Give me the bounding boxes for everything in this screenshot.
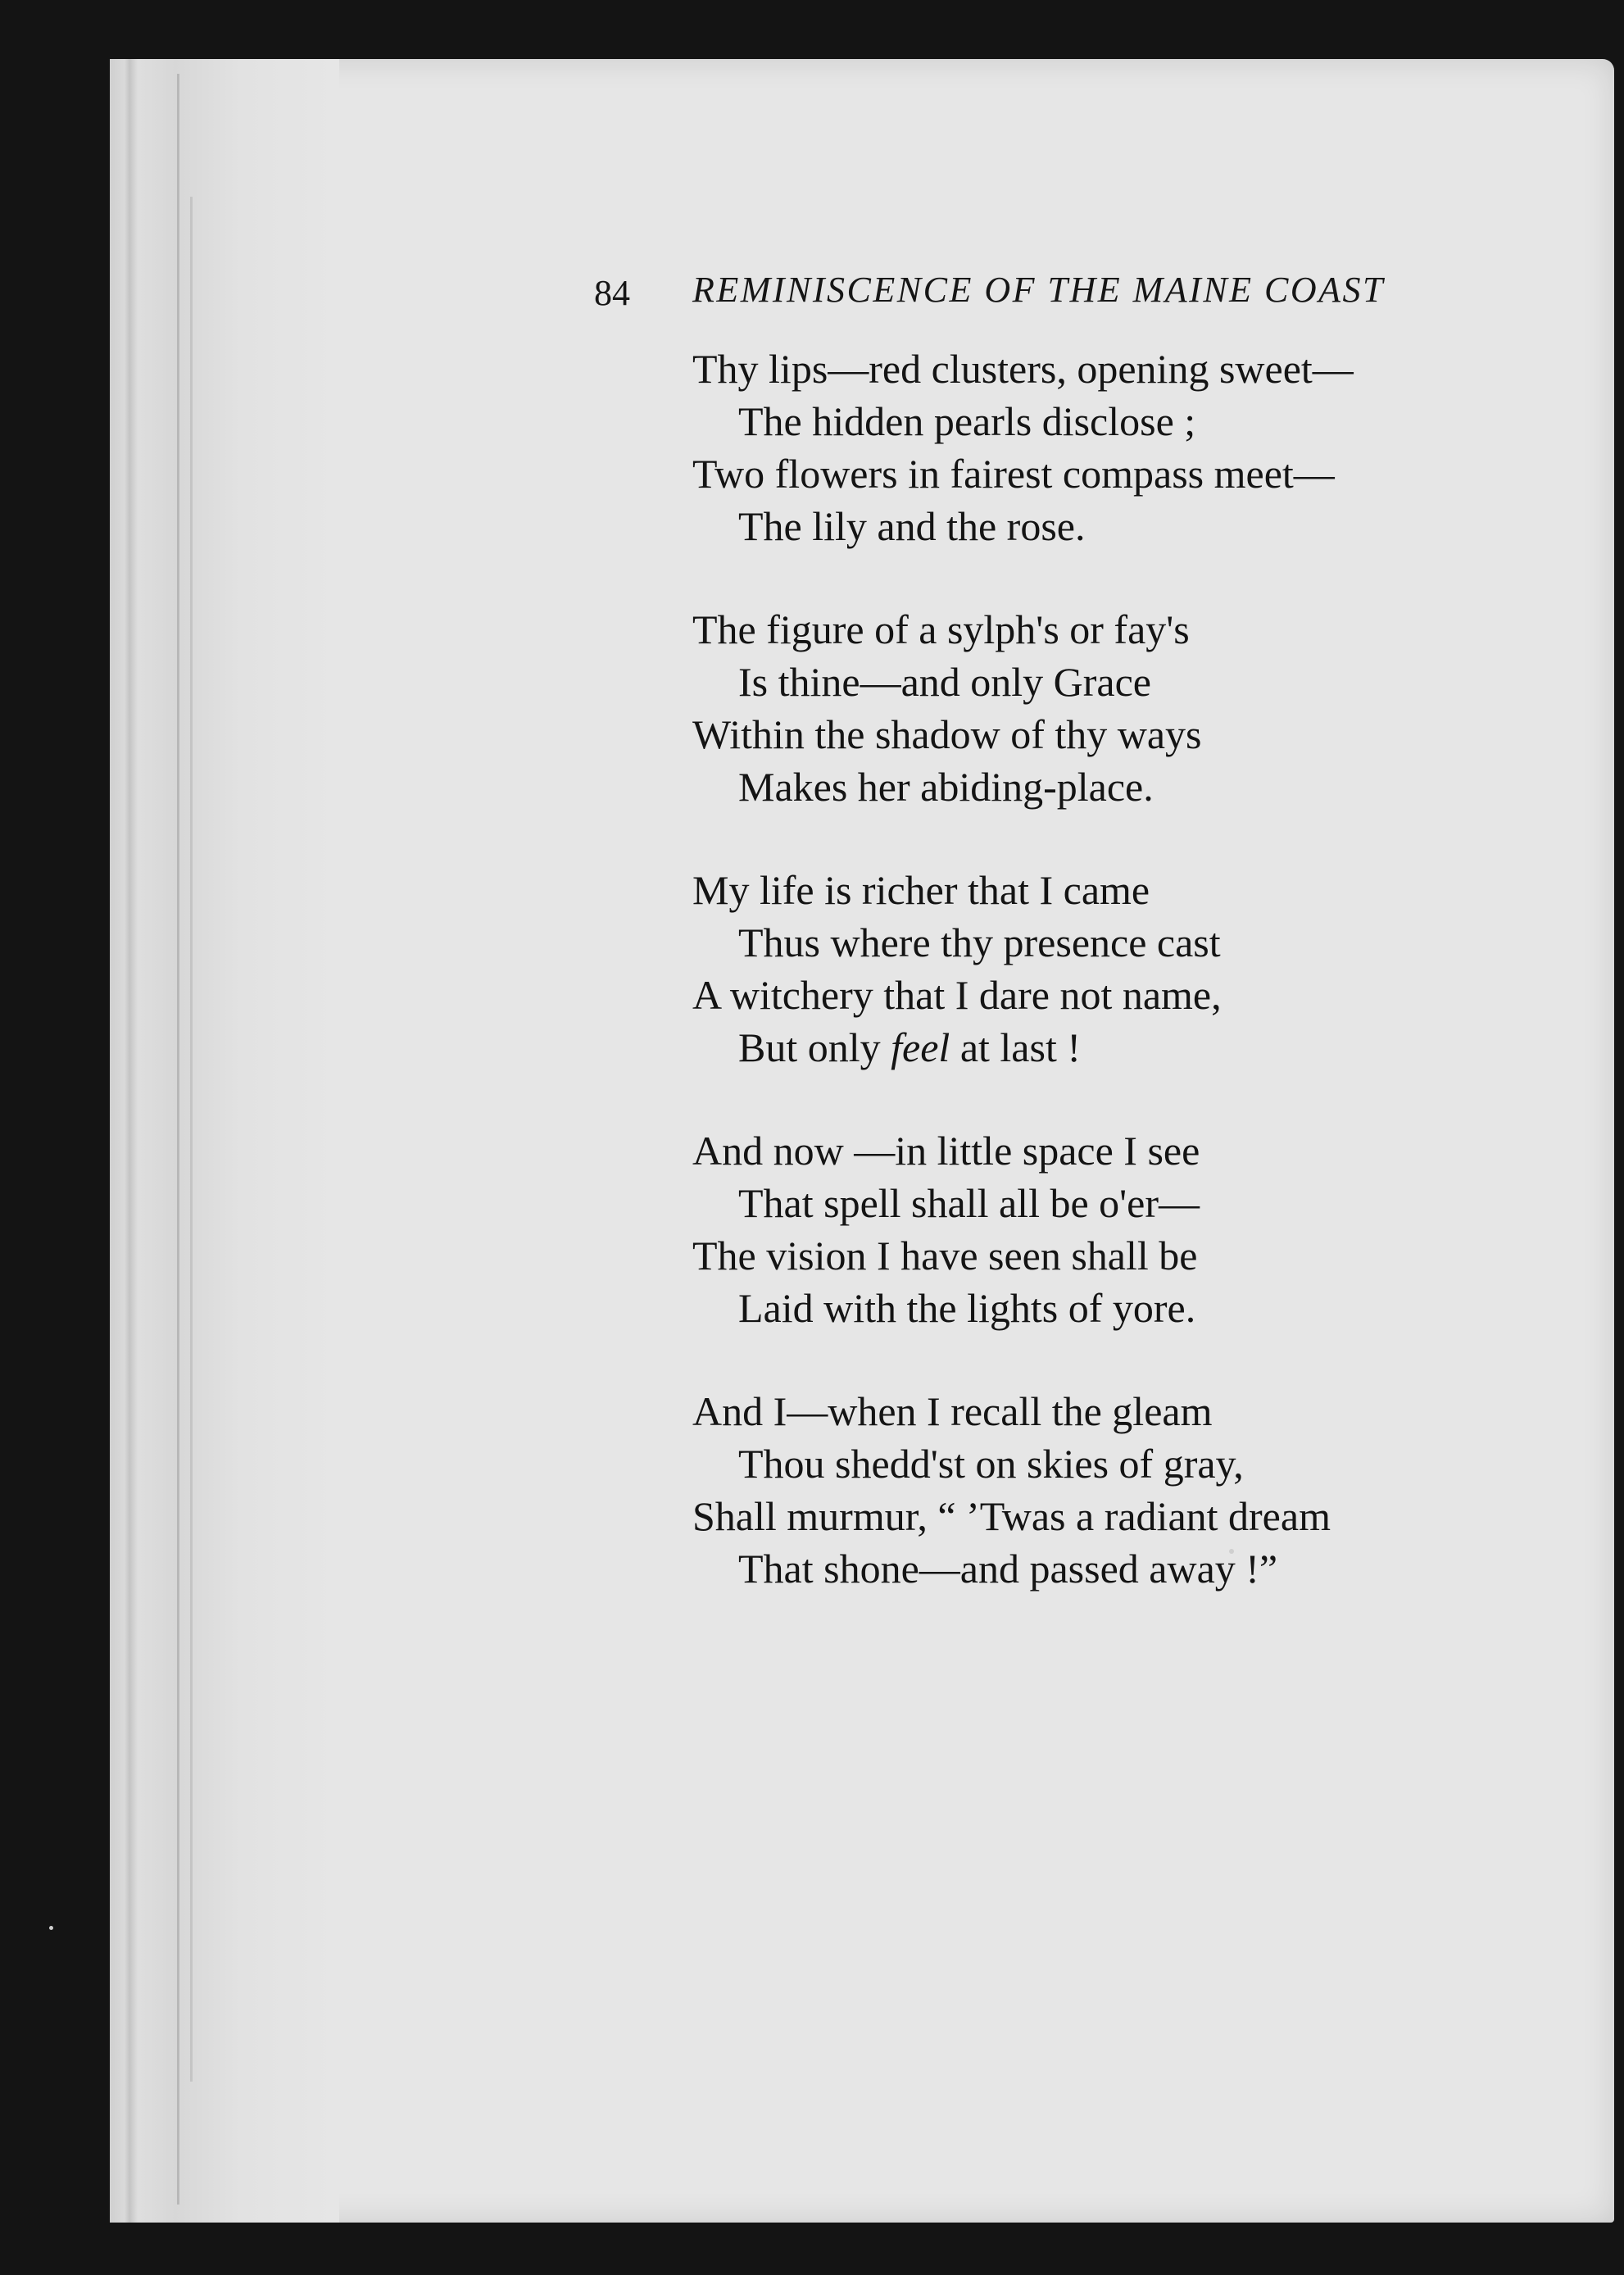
poem-line: Shall murmur, “ ’Twas a radiant dream <box>692 1493 1331 1539</box>
poem-line: Two flowers in fairest compass meet— <box>692 451 1335 497</box>
poem-line: That spell shall all be o'er— <box>738 1180 1200 1226</box>
poem-line: Thus where thy presence cast <box>738 920 1221 965</box>
poem-line: Makes her abiding-place. <box>738 764 1154 810</box>
gutter-crease <box>177 74 179 2205</box>
poem-line: My life is richer that I came <box>692 867 1150 913</box>
emphasized-word: feel <box>891 1024 950 1070</box>
poem-line <box>692 1021 1602 1074</box>
page-speck <box>49 1926 53 1930</box>
poem-line: The lily and the rose. <box>738 503 1086 549</box>
stanza <box>692 343 1602 552</box>
poem-line: That shone—and passed away !” <box>738 1546 1278 1592</box>
poem-line: Within the shadow of thy ways <box>692 711 1202 757</box>
poem-line-text: But only <box>738 1024 891 1070</box>
poem-line: The vision I have seen shall be <box>692 1233 1198 1278</box>
poem-line: Is thine—and only Grace <box>738 659 1152 705</box>
page-gutter <box>110 59 339 2223</box>
poem-line-text: at last ! <box>950 1024 1081 1070</box>
poem-line: The hidden pearls disclose ; <box>738 398 1196 444</box>
stanza <box>692 864 1602 1074</box>
running-title: REMINISCENCE OF THE MAINE COAST <box>692 270 1386 310</box>
poem-line: And I—when I recall the gleam <box>692 1388 1213 1434</box>
stanza <box>692 603 1602 813</box>
poem-line: Thou shedd'st on skies of gray, <box>738 1441 1244 1487</box>
stanza <box>692 1385 1602 1595</box>
poem-line: Laid with the lights of yore. <box>738 1285 1196 1331</box>
poem-line: Thy lips—red clusters, opening sweet— <box>692 346 1354 392</box>
poem-line: And now —in little space I see <box>692 1128 1200 1174</box>
gutter-crease <box>190 197 193 2082</box>
stanza <box>692 1124 1602 1334</box>
page-number: 84 <box>594 273 630 313</box>
poem-line: The figure of a sylph's or fay's <box>692 606 1190 652</box>
poem-line: A witchery that I dare not name, <box>692 972 1222 1018</box>
running-header <box>594 269 1512 318</box>
poem-body <box>692 343 1602 1646</box>
